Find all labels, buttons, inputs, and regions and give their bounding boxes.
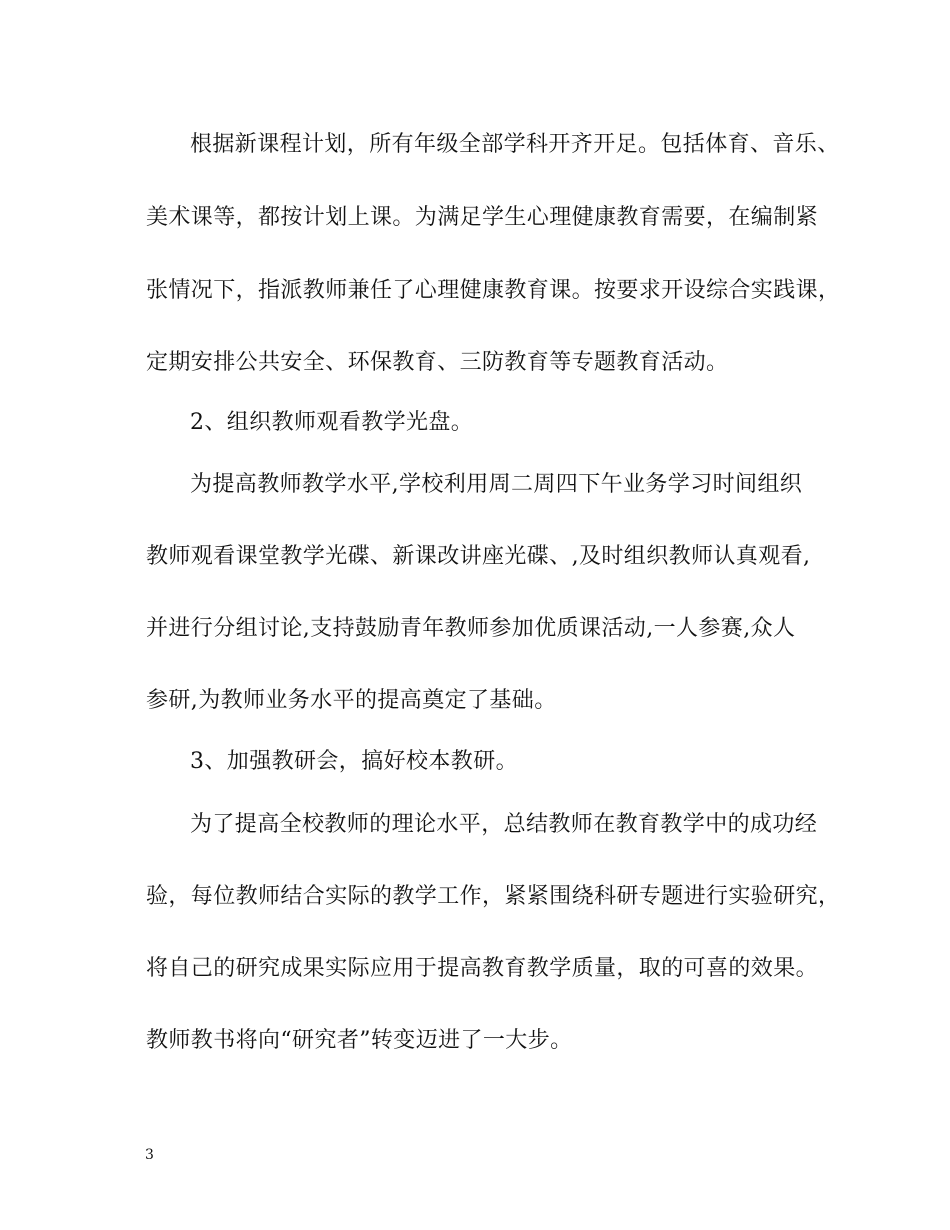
paragraph-line: 为了提高全校教师的理论水平，总结教师在教育教学中的成功经 [190,812,818,837]
paragraph-line: 根据新课程计划，所有年级全部学科开齐开足。包括体育、音乐、 [190,132,840,157]
paragraph-line: 张情况下，指派教师兼任了心理健康教育课。按要求开设综合实践课， [146,278,841,303]
paragraph-line: 教师教书将向“研究者”转变迈进了一大步。 [146,1028,573,1053]
paragraph-line: 教师观看课堂教学光碟、新课改讲座光碟、,及时组织教师认真观看, [146,544,811,569]
paragraph-line: 参研,为教师业务水平的提高奠定了基础。 [146,688,557,713]
paragraph-line: 为提高教师教学水平,学校利用周二周四下午业务学习时间组织 [190,472,803,497]
paragraph-line: 将自己的研究成果实际应用于提高教育教学质量，取的可喜的效果。 [146,956,819,981]
paragraph-line: 定期安排公共安全、环保教育、三防教育等专题教育活动。 [146,350,729,375]
page-number: 3 [145,1147,154,1163]
paragraph-line: 验，每位教师结合实际的教学工作，紧紧围绕科研专题进行实验研究， [146,884,841,909]
paragraph-line: 美术课等，都按计划上课。为满足学生心理健康教育需要，在编制紧 [146,205,819,230]
paragraph-line: 并进行分组讨论,支持鼓励青年教师参加优质课活动,一人参赛,众人 [146,616,796,641]
section-heading: 3、加强教研会，搞好校本教研。 [190,749,518,774]
section-heading: 2、组织教师观看教学光盘。 [190,410,474,435]
